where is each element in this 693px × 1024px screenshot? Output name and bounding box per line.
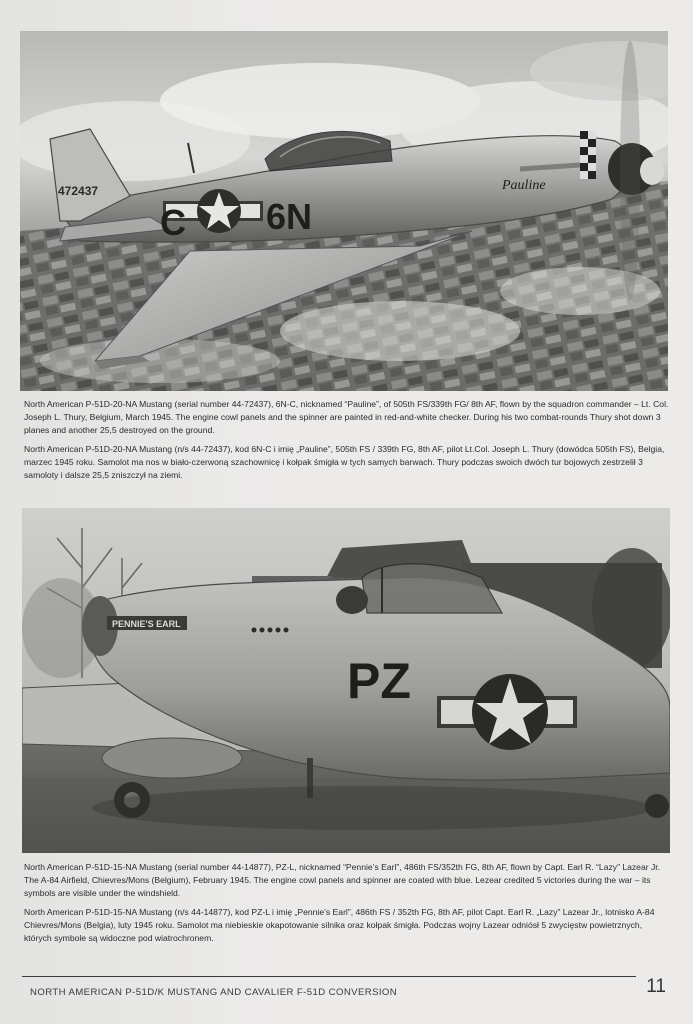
photo1-caption-polish: North American P-51D-20-NA Mustang (n/s 44-72437), kod 6N-C i imię „Pauline”, 505th FS / 339th FG, 8th AF, pilot Lt.Col. Joseph L. Thury (dowódca 505th FS), Belgia, marzec 1945 roku. Samolot ma nos w biało-czerwoną szachownicę i kołpak śmigła w tych samych barwach. Thury podczas swoich dwóch tur bojowych zestrzelił 3 samoloty i dalsze 25,5 zniszczył na ziemi. xyxy=(24,444,665,480)
photo-mustang-pauline-image xyxy=(20,31,668,391)
photo2-caption-polish: North American P-51D-15-NA Mustang (n/s 44-14877), kod PZ-L i imię „Pennie’s Earl”, 486th FS / 352th FG, 8th AF, pilot Capt. Earl R. „Lazy” Lazear Jr., lotnisko A-84 Chievres/Mons (Belgia), luty 1945 roku. Samolot ma niebieskie okapotowanie silnika oraz kołpak śmigła. Podczas wojny Lazear odniósł 5 zwycięstw powietrznych, których symbole są widoczne pod wiatrochronem. xyxy=(24,907,655,943)
photo-mustang-pennies-earl-image xyxy=(22,508,670,853)
photo2-caption-english: North American P-51D-15-NA Mustang (serial number 44-14877), PZ-L, nicknamed “Pennie’s Earl”, 486th FS/352th FG, 8th AF, flown by Capt. Earl R. “Lazy” Lazear Jr. The A-84 Airfield, Chievres/Mons (Belgium), February 1945. The engine cowl panels and spinner are coated with blue. Lezear credited 5 victories during the war – its symbols are visible under the windshield. xyxy=(24,862,661,898)
photo1-caption-english: North American P-51D-20-NA Mustang (serial number 44-72437), 6N-C, nicknamed “Pauline”, of 505th FS/339th FG/ 8th AF, flown by the squadron commander – Lt. Col. Joseph L. Thury, Belgium, March 1945. The engine cowl panels and the spinner are painted in red-and-white checker. During his two combat-rounds Thury shot down 3 planes and another 25,5 destroyed on the ground. xyxy=(24,399,669,435)
photo2-caption xyxy=(24,861,672,951)
photo-mustang-pennies-earl-on-ground xyxy=(22,508,670,853)
nose-art-name: Pauline xyxy=(502,178,546,193)
photo-mustang-pauline-in-flight xyxy=(20,31,668,391)
tail-serial: 472437 xyxy=(58,184,99,198)
fuselage-code-left: C xyxy=(160,202,186,243)
fuselage-code-right: 6N xyxy=(266,196,313,237)
footer-divider xyxy=(22,976,636,977)
running-title: NORTH AMERICAN P-51D/K MUSTANG AND CAVALIER F-51D CONVERSION xyxy=(30,987,398,998)
fuselage-code: PZ xyxy=(347,653,411,709)
photo1-caption xyxy=(24,398,672,488)
nose-art-name: PENNIE'S EARL xyxy=(112,619,181,629)
page-number: 11 xyxy=(646,976,666,997)
